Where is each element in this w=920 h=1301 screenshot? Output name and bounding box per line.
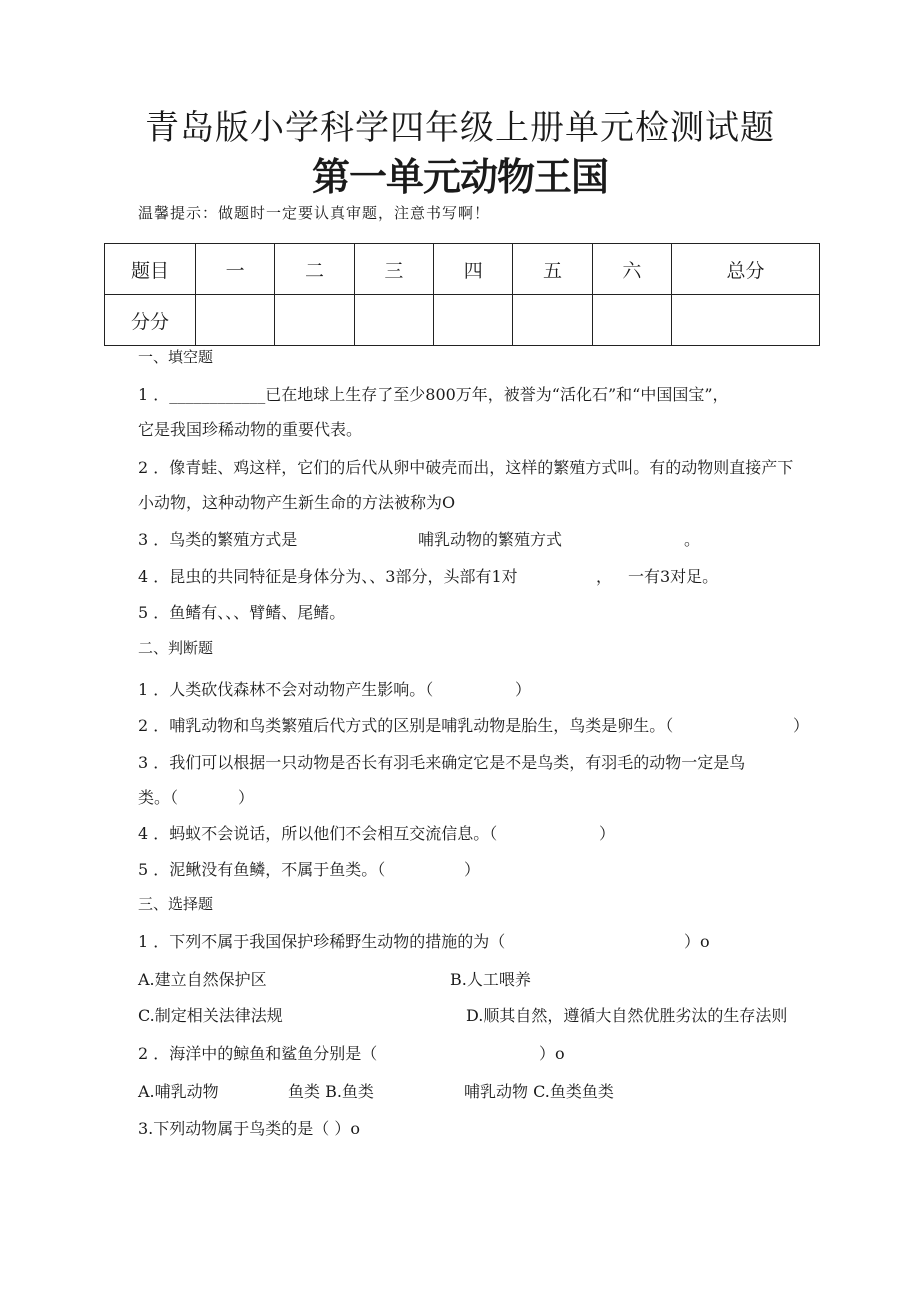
fill-question-4-part-3: 一有3对足。 bbox=[628, 567, 719, 586]
section-heading-true-false: 二、判断题 bbox=[138, 639, 214, 657]
choice-2-option-b: 鱼类 B.鱼类 bbox=[288, 1082, 374, 1101]
choice-1-option-c: C.制定相关法律法规 bbox=[138, 1006, 283, 1025]
judge-question-2-close: ） bbox=[793, 716, 810, 735]
fill-question-1-line-1: 1 ．____________已在地球上生存了至少800万年，被誉为“活化石”和“中国国宝”， bbox=[138, 385, 729, 404]
fill-question-3-part-2: 哺乳动物的繁殖方式 bbox=[418, 530, 563, 549]
judge-question-3-close: ） bbox=[238, 788, 255, 807]
score-cell: 题目 bbox=[105, 244, 196, 295]
judge-question-4: 4 ．蚂蚁不会说话，所以他们不会相互交流信息。（ bbox=[138, 824, 498, 843]
score-table bbox=[104, 243, 820, 346]
score-cell: 六 bbox=[592, 244, 671, 295]
choice-question-1-close: ）o bbox=[684, 932, 710, 951]
score-cell bbox=[672, 295, 820, 346]
score-table-score-row bbox=[105, 295, 820, 346]
section-heading-fill-blank: 一、填空题 bbox=[138, 348, 214, 366]
score-cell: 五 bbox=[513, 244, 592, 295]
judge-question-3-line-2: 类。（ bbox=[138, 788, 179, 807]
score-cell bbox=[592, 295, 671, 346]
score-cell: 一 bbox=[196, 244, 275, 295]
judge-question-5: 5 ．泥鳅没有鱼鳞，不属于鱼类。（ bbox=[138, 860, 386, 879]
judge-question-3-line-1: 3 ．我们可以根据一只动物是否长有羽毛来确定它是不是鸟类，有羽毛的动物一定是鸟 bbox=[138, 753, 746, 772]
judge-question-4-close: ） bbox=[599, 824, 616, 843]
choice-1-option-d: D.顺其自然，遵循大自然优胜劣汰的生存法则 bbox=[466, 1006, 788, 1025]
score-cell bbox=[275, 295, 354, 346]
score-cell bbox=[434, 295, 513, 346]
reminder-text: 温馨提示：做题时一定要认真审题，注意书写啊！ bbox=[138, 204, 491, 222]
score-cell: 二 bbox=[275, 244, 354, 295]
choice-question-1: 1 ．下列不属于我国保护珍稀野生动物的措施的为（ bbox=[138, 932, 506, 951]
fill-question-5: 5 ．鱼鳍有、、、臂鳍、尾鳍。 bbox=[138, 603, 346, 622]
fill-question-3: 3 ．鸟类的繁殖方式是 bbox=[138, 530, 298, 549]
document-title: 青岛版小学科学四年级上册单元检测试题 bbox=[145, 108, 775, 148]
choice-question-2: 2 ．海洋中的鲸鱼和鲨鱼分别是（ bbox=[138, 1044, 378, 1063]
fill-question-2-line-1: 2 ．像青蛙、鸡这样，它们的后代从卵中破壳而出，这样的繁殖方式叫。有的动物则直接产下 bbox=[138, 458, 794, 477]
section-heading-multiple-choice: 三、选择题 bbox=[138, 895, 214, 913]
score-cell: 总分 bbox=[672, 244, 820, 295]
judge-question-5-close: ） bbox=[464, 860, 481, 879]
judge-question-1: 1 ．人类砍伐森林不会对动物产生影响。（ bbox=[138, 680, 434, 699]
score-cell: 三 bbox=[354, 244, 433, 295]
fill-question-2-line-2: 小动物，这种动物产生新生命的方法被称为O bbox=[138, 493, 456, 512]
choice-question-3: 3.下列动物属于鸟类的是（ ）o bbox=[138, 1119, 360, 1138]
choice-2-option-a: A.哺乳动物 bbox=[138, 1082, 219, 1101]
judge-question-2: 2 ．哺乳动物和鸟类繁殖后代方式的区别是哺乳动物是胎生，鸟类是卵生。（ bbox=[138, 716, 674, 735]
fill-question-4: 4 ．昆虫的共同特征是身体分为、、3部分，头部有1对 bbox=[138, 567, 518, 586]
score-table-header-row bbox=[105, 244, 820, 295]
fill-question-1-line-2: 它是我国珍稀动物的重要代表。 bbox=[138, 420, 363, 439]
fill-question-3-end: 。 bbox=[684, 530, 701, 549]
score-cell bbox=[354, 295, 433, 346]
choice-question-2-close: ）o bbox=[539, 1044, 565, 1063]
choice-1-option-a: A.建立自然保护区 bbox=[138, 970, 267, 989]
unit-title: 第一单元动物王国 bbox=[311, 155, 608, 199]
judge-question-1-close: ） bbox=[515, 680, 532, 699]
choice-2-option-c: 哺乳动物 C.鱼类鱼类 bbox=[464, 1082, 614, 1101]
score-cell bbox=[513, 295, 592, 346]
score-cell bbox=[196, 295, 275, 346]
score-cell: 分分 bbox=[105, 295, 196, 346]
fill-question-4-part-2: ， bbox=[596, 567, 613, 586]
score-cell: 四 bbox=[434, 244, 513, 295]
choice-1-option-b: B.人工喂养 bbox=[450, 970, 531, 989]
